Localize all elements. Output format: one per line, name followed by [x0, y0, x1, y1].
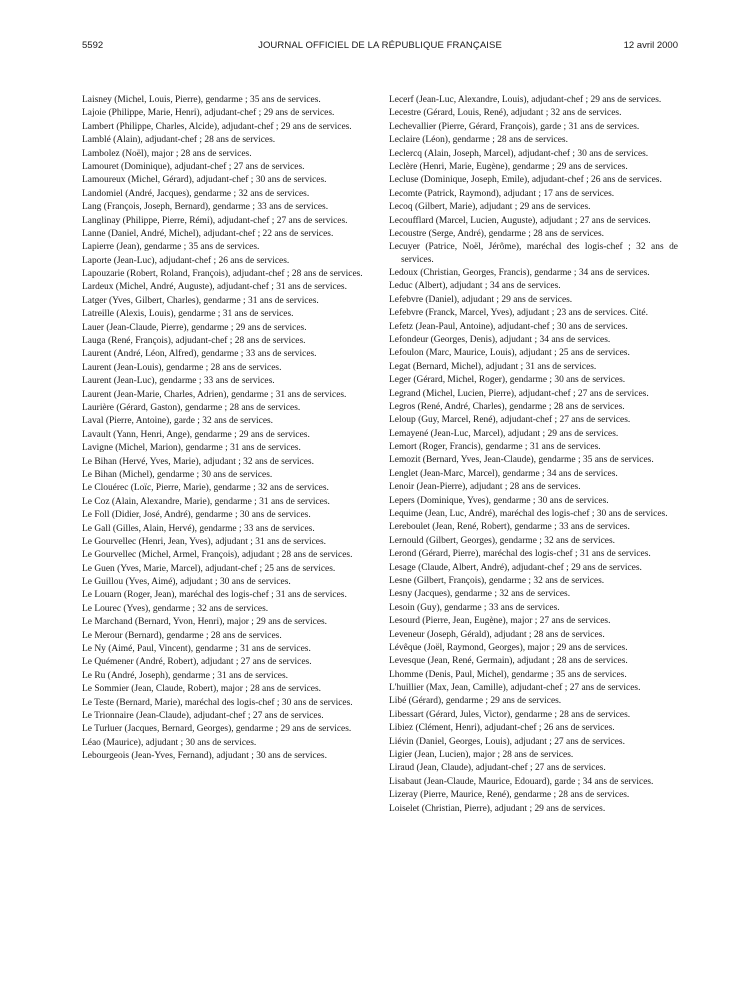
service-entry: Lefebvre (Franck, Marcel, Yves), adjudant ; 23 ans de services. Cité. [389, 308, 648, 319]
service-entry: Leveneur (Joseph, Gérald), adjudant ; 28 ans de services. [389, 629, 605, 640]
service-entry: Lecestre (Gérard, Louis, René), adjudant ; 32 ans de services. [389, 108, 622, 119]
service-entry: Lambolez (Noël), major ; 28 ans de services. [82, 148, 252, 159]
service-entry: Lemayené (Jean-Luc, Marcel), adjudant ; 29 ans de services. [389, 428, 619, 439]
service-entry: Leclère (Henri, Marie, Eugène), gendarme ; 29 ans de services. [389, 161, 628, 172]
service-entry: Le Lourec (Yves), gendarme ; 32 ans de services. [82, 603, 269, 614]
service-entry: Lecerf (Jean-Luc, Alexandre, Louis), adjudant-chef ; 29 ans de services. [389, 95, 662, 105]
service-entry: Lefetz (Jean-Paul, Antoine), adjudant-chef ; 30 ans de services. [389, 321, 628, 332]
service-entry: Legrand (Michel, Lucien, Pierre), adjudant-chef ; 27 ans de services. [389, 388, 649, 399]
service-entry: Loiselet (Christian, Pierre), adjudant ; 29 ans de services. [389, 803, 606, 814]
service-entry: Lereboulet (Jean, René, Robert), gendarme ; 33 ans de services. [389, 522, 630, 533]
service-entry: Lefebvre (Daniel), adjudant ; 29 ans de services. [389, 294, 573, 305]
service-entry: Lévêque (Joël, Raymond, Georges), major ; 29 ans de services. [389, 642, 628, 653]
service-entry: Le Foll (Didier, José, André), gendarme ; 30 ans de services. [82, 510, 311, 521]
service-entry: Liévin (Daniel, Georges, Louis), adjudant ; 27 ans de services. [389, 736, 625, 747]
service-entry: Lefondeur (Georges, Denis), adjudant ; 34 ans de services. [389, 334, 611, 345]
service-entry: Laurière (Gérard, Gaston), gendarme ; 28 ans de services. [82, 402, 301, 413]
service-entry: Lesne (Gilbert, François), gendarme ; 32 ans de services. [389, 575, 605, 586]
service-entry: Le Sommier (Jean, Claude, Robert), major ; 28 ans de services. [82, 684, 322, 695]
service-entry: Lecluse (Dominique, Joseph, Emile), adjudant-chef ; 26 ans de services. [389, 175, 662, 186]
service-entry: Lecomte (Patrick, Raymond), adjudant ; 17 ans de services. [389, 188, 615, 199]
service-entry: Lenoir (Jean-Pierre), adjudant ; 28 ans de services. [389, 482, 581, 493]
service-entry: L'huillier (Max, Jean, Camille), adjudant-chef ; 27 ans de services. [389, 683, 641, 694]
service-entry: Le Guillou (Yves, Aimé), adjudant ; 30 ans de services. [82, 577, 291, 588]
service-entry: Levesque (Jean, René, Germain), adjudant ; 28 ans de services. [389, 656, 628, 667]
service-entry: Laporte (Jean-Luc), adjudant-chef ; 26 ans de services. [82, 255, 290, 266]
service-entry: Lanne (Daniel, André, Michel), adjudant-chef ; 22 ans de services. [82, 228, 334, 239]
service-entry: Lechevallier (Pierre, Gérard, François), garde ; 31 ans de services. [389, 121, 640, 132]
service-entry: Lhomme (Denis, Paul, Michel), gendarme ; 35 ans de services. [389, 669, 627, 680]
left-column [82, 94, 371, 764]
service-entry: Ledoux (Christian, Georges, Francis), gendarme ; 34 ans de services. [389, 267, 650, 278]
service-entry: Laurent (Jean-Marie, Charles, Adrien), gendarme ; 31 ans de services. [82, 389, 347, 400]
service-entry: Lemozit (Bernard, Yves, Jean-Claude), gendarme ; 35 ans de services. [389, 455, 654, 466]
journal-title: JOURNAL OFFICIEL DE LA RÉPUBLIQUE FRANÇAISE [258, 40, 502, 51]
service-entry: Lecoq (Gilbert, Marie), adjudant ; 29 ans de services. [389, 202, 591, 213]
service-entry: Lecuyer (Patrice, Noël, Jérôme), maréchal des logis-chef ; 32 ans de services. [389, 242, 678, 265]
service-entry: Lardeux (Michel, André, Auguste), adjudant-chef ; 31 ans de services. [82, 282, 347, 293]
service-entry: Laurent (Jean-Louis), gendarme ; 28 ans de services. [82, 362, 282, 373]
service-entry: Lecoustre (Serge, André), gendarme ; 28 ans de services. [389, 228, 604, 239]
service-entry: Laval (Pierre, Antoine), garde ; 32 ans de services. [82, 416, 274, 427]
service-entry: Libiez (Clément, Henri), adjudant-chef ; 26 ans de services. [389, 723, 615, 734]
service-entry: Le Merour (Bernard), gendarme ; 28 ans de services. [82, 630, 282, 641]
service-entry: Le Guen (Yves, Marie, Marcel), adjudant-chef ; 25 ans de services. [82, 563, 336, 574]
service-entry: Le Clouérec (Loïc, Pierre, Marie), gendarme ; 32 ans de services. [82, 483, 329, 494]
service-entry: Lisabaut (Jean-Claude, Maurice, Edouard), garde ; 34 ans de services. [389, 776, 654, 787]
service-entry: Leclaire (Léon), gendarme ; 28 ans de services. [389, 135, 568, 146]
service-entry: Lang (François, Joseph, Bernard), gendarme ; 33 ans de services. [82, 202, 329, 213]
service-entry: Le Quémener (André, Robert), adjudant ; 27 ans de services. [82, 657, 312, 668]
service-entry: Lefoulon (Marc, Maurice, Louis), adjudant ; 25 ans de services. [389, 348, 630, 359]
page-header [82, 40, 678, 56]
service-entry: Lenglet (Jean-Marc, Marcel), gendarme ; 34 ans de services. [389, 468, 618, 479]
service-entry: Lambert (Philippe, Charles, Alcide), adjudant-chef ; 29 ans de services. [82, 121, 352, 132]
service-entry: Lemort (Roger, Francis), gendarme ; 31 ans de services. [389, 442, 601, 453]
service-entry: Lepers (Dominique, Yves), gendarme ; 30 ans de services. [389, 495, 609, 506]
service-entry: Lapierre (Jean), gendarme ; 35 ans de services. [82, 242, 260, 253]
service-entry: Le Turluer (Jacques, Bernard, Georges), gendarme ; 29 ans de services. [82, 724, 352, 735]
service-entry: Lamoureux (Michel, Gérard), adjudant-chef ; 30 ans de services. [82, 175, 327, 186]
service-entry: Le Ru (André, Joseph), gendarme ; 31 ans de services. [82, 670, 288, 681]
service-entry: Lernould (Gilbert, Georges), gendarme ; 32 ans de services. [389, 535, 615, 546]
service-entry: Liraud (Jean, Claude), adjudant-chef ; 27 ans de services. [389, 763, 606, 774]
service-entry: Leloup (Guy, Marcel, René), adjudant-chef ; 27 ans de services. [389, 415, 631, 426]
service-entry: Lamouret (Dominique), adjudant-chef ; 27 ans de services. [82, 161, 305, 172]
service-entry: Lesage (Claude, Albert, André), adjudant-chef ; 29 ans de services. [389, 562, 642, 573]
service-entry: Lebourgeois (Jean-Yves, Fernand), adjudant ; 30 ans de services. [82, 751, 327, 762]
service-entry: Lavigne (Michel, Marion), gendarme ; 31 ans de services. [82, 443, 301, 454]
service-entry: Leclercq (Alain, Joseph, Marcel), adjudant-chef ; 30 ans de services. [389, 148, 649, 159]
service-entry: Lajoie (Philippe, Marie, Henri), adjudant-chef ; 29 ans de services. [82, 108, 335, 119]
service-entry: Lizeray (Pierre, Maurice, René), gendarme ; 28 ans de services. [389, 790, 630, 801]
service-entry: Le Coz (Alain, Alexandre, Marie), gendarme ; 31 ans de services. [82, 496, 330, 507]
service-entry: Legros (René, André, Charles), gendarme ; 28 ans de services. [389, 401, 625, 412]
service-entry: Lesoin (Guy), gendarme ; 33 ans de services. [389, 602, 560, 613]
service-entry: Le Gourvellec (Michel, Armel, François), adjudant ; 28 ans de services. [82, 550, 353, 561]
service-entry: Le Bihan (Hervé, Yves, Marie), adjudant ; 32 ans de services. [82, 456, 314, 467]
service-entry: Leduc (Albert), adjudant ; 34 ans de services. [389, 281, 561, 292]
service-entry: Laisney (Michel, Louis, Pierre), gendarme ; 35 ans de services. [82, 95, 321, 105]
service-entry: Le Trionnaire (Jean-Claude), adjudant-chef ; 27 ans de services. [82, 710, 324, 721]
service-entry: Le Ny (Aimé, Paul, Vincent), gendarme ; 31 ans de services. [82, 644, 311, 655]
right-column [389, 94, 678, 816]
service-entry: Lamblé (Alain), adjudant-chef ; 28 ans de services. [82, 135, 276, 146]
service-entry: Libessart (Gérard, Jules, Victor), gendarme ; 28 ans de services. [389, 709, 631, 720]
service-entry: Leger (Gérard, Michel, Roger), gendarme ; 30 ans de services. [389, 375, 626, 386]
service-entry: Le Louarn (Roger, Jean), maréchal des logis-chef ; 31 ans de services. [82, 590, 347, 601]
service-entry: Lecoufflard (Marcel, Lucien, Auguste), adjudant ; 27 ans de services. [389, 215, 651, 226]
publication-date: 12 avril 2000 [623, 40, 678, 51]
service-entry: Latger (Yves, Gilbert, Charles), gendarme ; 31 ans de services. [82, 295, 319, 306]
service-entry: Langlinay (Philippe, Pierre, Rémi), adjudant-chef ; 27 ans de services. [82, 215, 348, 226]
service-entry: Lequime (Jean, Luc, André), maréchal des logis-chef ; 30 ans de services. [389, 509, 668, 520]
service-entry: Lauga (René, François), adjudant-chef ; 28 ans de services. [82, 336, 306, 347]
service-entry: Le Marchand (Bernard, Yvon, Henri), major ; 29 ans de services. [82, 617, 328, 628]
service-entry: Léao (Maurice), adjudant ; 30 ans de services. [82, 737, 257, 748]
service-entry: Lerond (Gérard, Pierre), maréchal des logis-chef ; 31 ans de services. [389, 549, 651, 560]
service-entry: Legat (Bernard, Michel), adjudant ; 31 ans de services. [389, 361, 597, 372]
service-entry: Lesourd (Pierre, Jean, Eugène), major ; 27 ans de services. [389, 616, 611, 627]
service-entry: Le Teste (Bernard, Marie), maréchal des logis-chef ; 30 ans de services. [82, 697, 353, 708]
service-entry: Laurent (Jean-Luc), gendarme ; 33 ans de services. [82, 376, 275, 387]
service-entry: Laurent (André, Léon, Alfred), gendarme ; 33 ans de services. [82, 349, 317, 360]
service-entry: Landomiel (André, Jacques), gendarme ; 32 ans de services. [82, 188, 310, 199]
service-entry: Le Gourvellec (Henri, Jean, Yves), adjudant ; 31 ans de services. [82, 536, 326, 547]
service-entry: Lesny (Jacques), gendarme ; 32 ans de services. [389, 589, 571, 600]
service-entry: Latreille (Alexis, Louis), gendarme ; 31 ans de services. [82, 309, 294, 320]
page-number: 5592 [82, 40, 104, 51]
service-entry: Lavault (Yann, Henri, Ange), gendarme ; 29 ans de services. [82, 429, 310, 440]
service-entry: Le Gall (Gilles, Alain, Hervé), gendarme ; 33 ans de services. [82, 523, 315, 534]
service-entry: Le Bihan (Michel), gendarme ; 30 ans de services. [82, 469, 273, 480]
service-entry: Lapouzarie (Robert, Roland, François), adjudant-chef ; 28 ans de services. [82, 269, 363, 280]
service-entry: Lauer (Jean-Claude, Pierre), gendarme ; 29 ans de services. [82, 322, 307, 333]
service-entry: Ligier (Jean, Lucien), major ; 28 ans de services. [389, 750, 574, 761]
service-entry: Libé (Gérard), gendarme ; 29 ans de services. [389, 696, 562, 707]
